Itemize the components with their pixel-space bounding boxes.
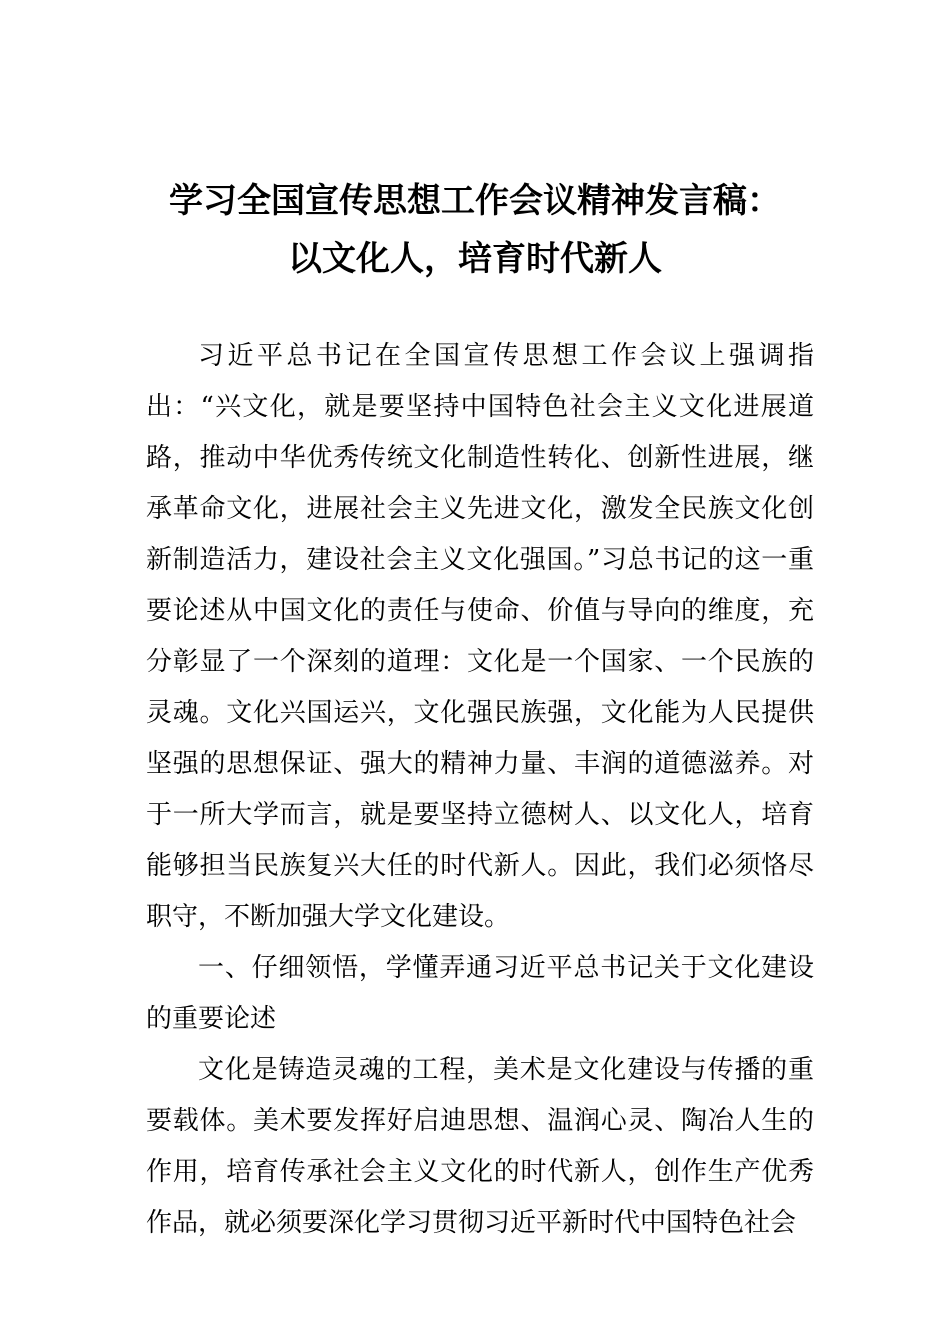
document-title-line-1: 学习全国宣传思想工作会议精神发言稿： <box>169 181 781 221</box>
document-body <box>146 331 814 1249</box>
paragraph-intro: 习近平总书记在全国宣传思想工作会议上强调指出：“兴文化，就是要坚持中国特色社会主义文化进展道路，推动中华优秀传统文化制造性转化、创新性进展，继承革命文化，进展社会主义先进文化，激发全民族文化创新制造活力，建设社会主义文化强国。”习总书记的这一重要论述从中国文化的责任与使命、价值与导向的维度，充分彰显了一个深刻的道理：文化是一个国家、一个民族的灵魂。文化兴国运兴，文化强民族强，文化能为人民提供坚强的思想保证、强大的精神力量、丰润的道德滋养。对于一所大学而言，就是要坚持立德树人、以文化人，培育能够担当民族复兴大任的时代新人。因此，我们必须恪尽职守，不断加强大学文化建设。 <box>146 341 814 932</box>
document-title-line-2: 以文化人，培育时代新人 <box>288 239 662 279</box>
paragraph-section-1: 文化是铸造灵魂的工程，美术是文化建设与传播的重要载体。美术要发挥好启迪思想、温润心灵、陶冶人生的作用，培育传承社会主义文化的时代新人，创作生产优秀作品，就必须要深化学习贯彻习近平新时代中国特色社会 <box>146 1055 814 1238</box>
section-heading-1: 一、仔细领悟，学懂弄通习近平总书记关于文化建设的重要论述 <box>146 953 814 1034</box>
